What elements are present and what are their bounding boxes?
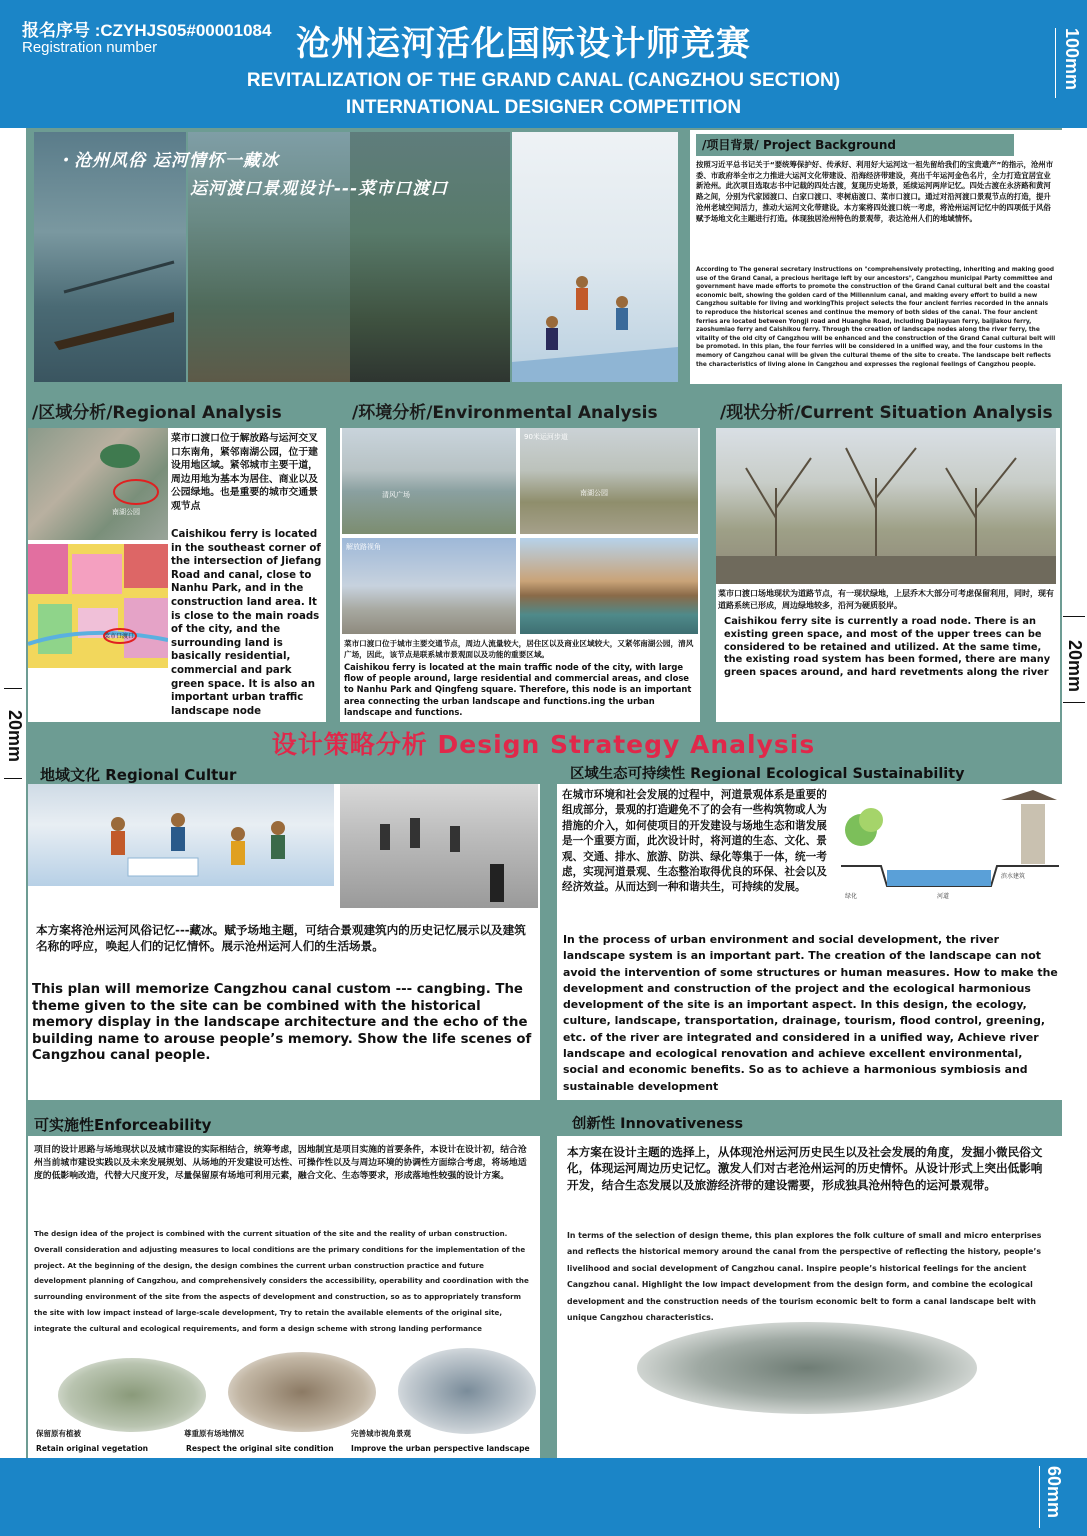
regional-analysis-en: Caishikou ferry is located in the southeast corner of the intersection of Jiefang Road and canal, close to Nanhu Park, and in the construction land area. It is close to the main roads of the city, and the surrounding land is basically residential, commercial and park green space. It is also an important urban traffic landscape node bbox=[171, 529, 322, 717]
environmental-analysis-cn: 菜市口渡口位于城市主要交通节点，周边人流量较大，居住区以及商业区域较大，又紧邻南湖公园，清风广场，因此，该节点是联系城市景观面以及功能的重要区域。 bbox=[344, 639, 694, 659]
current-situation-title: /现状分析/Current Situation Analysis bbox=[720, 403, 1053, 423]
current-situation-en: Caishikou ferry site is currently a road node. There is an existing green space, and most of the upper trees can be considered to be retained and utilized. At the same time, the existing road system has been formed, there are many green spaces around, and hard revetments along the river bbox=[724, 616, 1051, 679]
footer-banner bbox=[0, 1458, 1087, 1536]
regional-culture-en: This plan will memorize Cangzhou canal custom --- cangbing. The theme given to the site can be combined with the historical memory display in the landscape architecture and the echo of the building name to arouse people’s memory. Show the life scenes of Cangzhou canal people. bbox=[32, 982, 532, 1064]
caption-en: Retain original vegetation bbox=[36, 1444, 149, 1453]
env-photo-label: 解放路视角 bbox=[346, 543, 381, 551]
registration-number: 报名序号 :CZYHJS05#00001084 bbox=[22, 21, 272, 40]
dimension-left-label: 20mm bbox=[5, 710, 25, 763]
site-condition-photo bbox=[228, 1352, 376, 1432]
dimension-tick bbox=[4, 778, 22, 779]
hero-tagline-1: ・沧州风俗 运河情怀一藏冰 bbox=[56, 151, 279, 171]
project-background-title: /项目背景/ Project Background bbox=[702, 138, 896, 152]
dimension-right-label: 20mm bbox=[1065, 640, 1085, 693]
regional-analysis-cn: 菜市口渡口位于解放路与运河交叉口东南角，紧邻南湖公园，位于建设用地区域。紧邻城市主要干道，周边用地为基本为居住、商业以及公园绿地。也是重要的城市交通景观节点 bbox=[171, 433, 318, 512]
caption-cn: 保留原有植被 bbox=[36, 1429, 81, 1438]
design-strategy-title-en: Design Strategy Analysis bbox=[437, 730, 816, 759]
ecology-cn: 在城市环境和社会发展的过程中，河道景观体系是重要的组成部分，景观的打造避免不了的会有一些构筑物或人为措施的介入，如何使项目的开发建设与场地生态和谐发展是一个重要方面，此次设计时，将河道的生态、文化、景观、交通、排水、旅游、防洪、绿化等集于一体，统一考虑，实现河道景观、生态整治取得优良的环保、社会以及经济效益。从而达到一种和谐共生，可持续的发展。 bbox=[562, 789, 827, 894]
land-use-map bbox=[28, 544, 168, 668]
map-label: 南湖公园 bbox=[112, 508, 140, 516]
design-strategy-heading bbox=[0, 725, 1087, 761]
env-photo-label: 南湖公园 bbox=[580, 489, 608, 497]
land-use-map-graphic bbox=[28, 544, 168, 668]
env-photo-park bbox=[520, 428, 698, 534]
diagram-label: 河道 bbox=[937, 893, 950, 900]
caption-cn: 完善城市视角景观 bbox=[351, 1429, 411, 1438]
aerial-map-photo bbox=[28, 428, 168, 540]
vegetation-photo bbox=[58, 1358, 206, 1432]
env-photo-waterfront bbox=[520, 538, 698, 634]
project-background-en: According to The general secretary instructions on "comprehensively protecting, inheriting and making good use of the Grand Canal, a precious heritage left by our ancestors", Cangzhou municipal Party committee and government have made efforts to promote the construction of the Grand Canal cultural belt and the coastal economic belt, showing the golden card of the Millennium canal, and making every effort to build a new Cangzhou suitable for living and workingThis project selects the four ancient ferries recorded in the annals to reproduce the historical scenes and continue the memory of both sides of the canal. The four ancient ferries are located between Yongji road and Huanghe Road, including Daijiayuan ferry, baijiakou ferry, zaoshumiao ferry and Caishikou ferry. Through the creation of landscape nodes along the river ferry, the vitality of the old city of Cangzhou will be enhanced and the construction of the Grand Canal cultural belt will be promoted. In this plan, the four ferries will be considered in a unified way, and the four customs in the memory of Cangzhou canal will be given the cultural theme of the site to create. The landscape belt reflects the characteristics of living alone in Cangzhou and expresses the regional feelings of Cangzhou people. bbox=[696, 267, 1056, 368]
hero-photo-icecutting bbox=[512, 132, 678, 382]
registration-label: Registration number bbox=[22, 39, 158, 56]
current-situation-panel bbox=[716, 428, 1060, 722]
innovativeness-en: In terms of the selection of design theme, this plan explores the folk culture of small and micro enterprises and reflects the historical memory around the canal from the perspective of reflecting the history, people’s livelihood and social development of Cangzhou canal. Inspire people’s historical feelings for the ancient Cangzhou canal. Highlight the low impact development from the design form, and combine the ecological development and the construction needs of the tourism economic belt to form a canal landscape belt with unique Cangzhou characteristics. bbox=[567, 1231, 1042, 1323]
culture-historic-photo bbox=[340, 784, 538, 908]
urban-perspective-photo bbox=[398, 1348, 536, 1434]
competition-title-cn: 沧州运河活化国际设计师竞赛 bbox=[296, 24, 751, 64]
enforceability-cn: 项目的设计思路与场地现状以及城市建设的实际相结合，统筹考虑，因地制宜是项目实施的首要条件，本设计在设计初，结合沧州当前城市建设实践以及未来发展规划、从场地的开发建设可达性、可操作性以及与周边环境的协调性方面综合考虑，将场地适度的低影响改造，代替大尺度开发，尽量保留原有场地可利用元素，融合文化、生态等要求，形成落地性较强的设计方案。 bbox=[34, 1145, 527, 1181]
ecology-title: 区域生态可持续性 Regional Ecological Sustainability bbox=[570, 766, 965, 782]
env-photo-road bbox=[342, 538, 516, 634]
map2-label: 菜市口渡口 bbox=[104, 633, 135, 640]
diagram-label: 滨水建筑 bbox=[1001, 873, 1026, 880]
dimension-line bbox=[1039, 1466, 1040, 1528]
regional-culture-cn: 本方案将沧州运河风俗记忆---藏冰。赋予场地主题，可结合景观建筑内的历史记忆展示以及建筑名称的呼应，唤起人们的记忆情怀。展示沧州运河人们的生活场景。 bbox=[36, 923, 526, 953]
innovativeness-cn: 本方案在设计主题的选择上，从体现沧州运河历史民生以及社会发展的角度，发掘小微民俗文化，体现运河周边历史记忆。激发人们对古老沧州运河的历史情怀。从设计形式上突出低影响开发，结合生态发展以及旅游经济带的建设需要，形成独具沧州特色的运河景观带。 bbox=[567, 1145, 1043, 1192]
hero-photo-houses bbox=[350, 132, 510, 382]
landscape-sketch bbox=[637, 1322, 977, 1414]
dimension-tick bbox=[1063, 702, 1085, 703]
aerial-map-overlay bbox=[28, 428, 168, 540]
competition-title-en-1: REVITALIZATION OF THE GRAND CANAL (CANGZHOU SECTION) bbox=[246, 70, 841, 91]
caption-en: Improve the urban perspective landscape bbox=[351, 1444, 530, 1453]
caption-en: Respect the original site condition bbox=[186, 1444, 334, 1453]
dimension-line bbox=[1055, 28, 1056, 98]
dimension-tick bbox=[4, 688, 22, 689]
diagram-label: 绿化 bbox=[845, 893, 858, 900]
environmental-analysis-title: /环境分析/Environmental Analysis bbox=[352, 403, 658, 423]
dimension-top-label: 100mm bbox=[1062, 28, 1082, 91]
environmental-analysis-en: Caishikou ferry is located at the main traffic node of the city, with large flow of people around, large residential and commercial areas, and close to Nanhu Park and Qingfeng square. Therefore, this node is an important area connecting the urban landscape and functions.ing the urban landscape and functions. bbox=[344, 662, 692, 717]
competition-title-en-2: INTERNATIONAL DESIGNER COMPETITION bbox=[345, 97, 742, 118]
historic-figures bbox=[340, 784, 538, 908]
regional-analysis-panel bbox=[28, 428, 326, 722]
regional-analysis-title: /区域分析/Regional Analysis bbox=[32, 403, 282, 423]
dimension-bottom-label: 60mm bbox=[1044, 1466, 1064, 1519]
river-section-diagram bbox=[841, 790, 1059, 902]
env-photo-plaza bbox=[342, 428, 516, 534]
project-background-cn: 按照习近平总书记关于“要统筹保护好、传承好、利用好大运河这一祖先留给我们的宝贵遗产”的指示，沧州市委、市政府举全市之力推进大运河文化带建设、沿海经济带建设，亮出千年运河金色名片，全力打造宜居宜业新沧州。此次项目选取志书中记载的四处古渡，复现历史场景，延续运河两岸记忆。四处古渡在永济路和黄河路之间，分别为代家园渡口、白家口渡口、枣树庙渡口、菜市口渡口。通过对沿河渡口景观节点的打造，提升沧州老城空间活力，推动大运河文化带建设。本方案将四处渡口统一考虑，将沧州运河记忆中的四项低于风俗赋予场地文化主题进行打造。体现独居沧州特色的景观带，表达沧州人们的地域情怀。 bbox=[696, 160, 1054, 223]
environmental-analysis-panel bbox=[340, 428, 700, 722]
ecology-panel bbox=[557, 784, 1062, 1100]
trees-graphic bbox=[716, 428, 1056, 584]
regional-culture-title: 地域文化 Regional Cultur bbox=[40, 766, 237, 784]
innovativeness-panel bbox=[557, 1136, 1062, 1458]
env-photo-label: 清风广场 bbox=[382, 491, 410, 499]
enforceability-en: The design idea of the project is combined with the current situation of the site and the reality of urban construction. Overall consideration and adjusting measures to local conditions are the primary conditions for the implementation of the project. At the beginning of the design, the design combines the current urban construction practice and future development planning of Cangzhou, and comprehensively considers the accessibility, operability and coordination with the surrounding environment of the site from the aspects of development and construction, so as to appropriately transform the site with low impact instead of large-scale development, Try to retain the available elements of the original site, integrate the cultural and ecological requirements, and form a design scheme with strong landing performance bbox=[34, 1229, 529, 1333]
project-background-panel bbox=[690, 130, 1062, 384]
caption-cn: 尊重原有场地情况 bbox=[184, 1429, 244, 1438]
river-section-graphic bbox=[841, 790, 1059, 902]
ecology-en: In the process of urban environment and social development, the river landscape system is an important part. The creation of the landscape can not avoid the intervention of some structures or human measures. How to make the development and construction of the project and the ecological harmonious development of the site is an important aspect. In this design, the ecology, culture, landscape, transportation, drainage, tourism, flood control, greening, etc. of the river are integrated and considered in a unified way, Achieve river landscape and ecological renovation and achieve excellent environmental, social and economic benefits. So as to achieve a harmonious symbiosis and sustainable development bbox=[563, 933, 1058, 1093]
culture-figures bbox=[28, 784, 334, 886]
current-site-photo bbox=[716, 428, 1056, 584]
culture-painting bbox=[28, 784, 334, 886]
current-situation-cn: 菜市口渡口场地现状为道路节点，有一现状绿地，上层乔木大部分可考虑保留利用，同时，现有道路系统已形成，周边绿地较多，沿河为硬质驳岸。 bbox=[718, 589, 1054, 611]
ice-scene-figures bbox=[512, 132, 678, 382]
env-photo-label: 90米运河步道 bbox=[524, 433, 568, 441]
regional-culture-panel bbox=[28, 784, 540, 1100]
innovativeness-title: 创新性 Innovativeness bbox=[572, 1116, 744, 1132]
enforceability-panel bbox=[28, 1136, 540, 1458]
design-strategy-title-cn: 设计策略分析 bbox=[271, 730, 428, 759]
enforceability-title: 可实施性Enforceability bbox=[34, 1116, 212, 1134]
header-banner bbox=[0, 0, 1087, 128]
dimension-tick bbox=[1063, 616, 1085, 617]
hero-tagline-2: 运河渡口景观设计---菜市口渡口 bbox=[190, 179, 449, 199]
